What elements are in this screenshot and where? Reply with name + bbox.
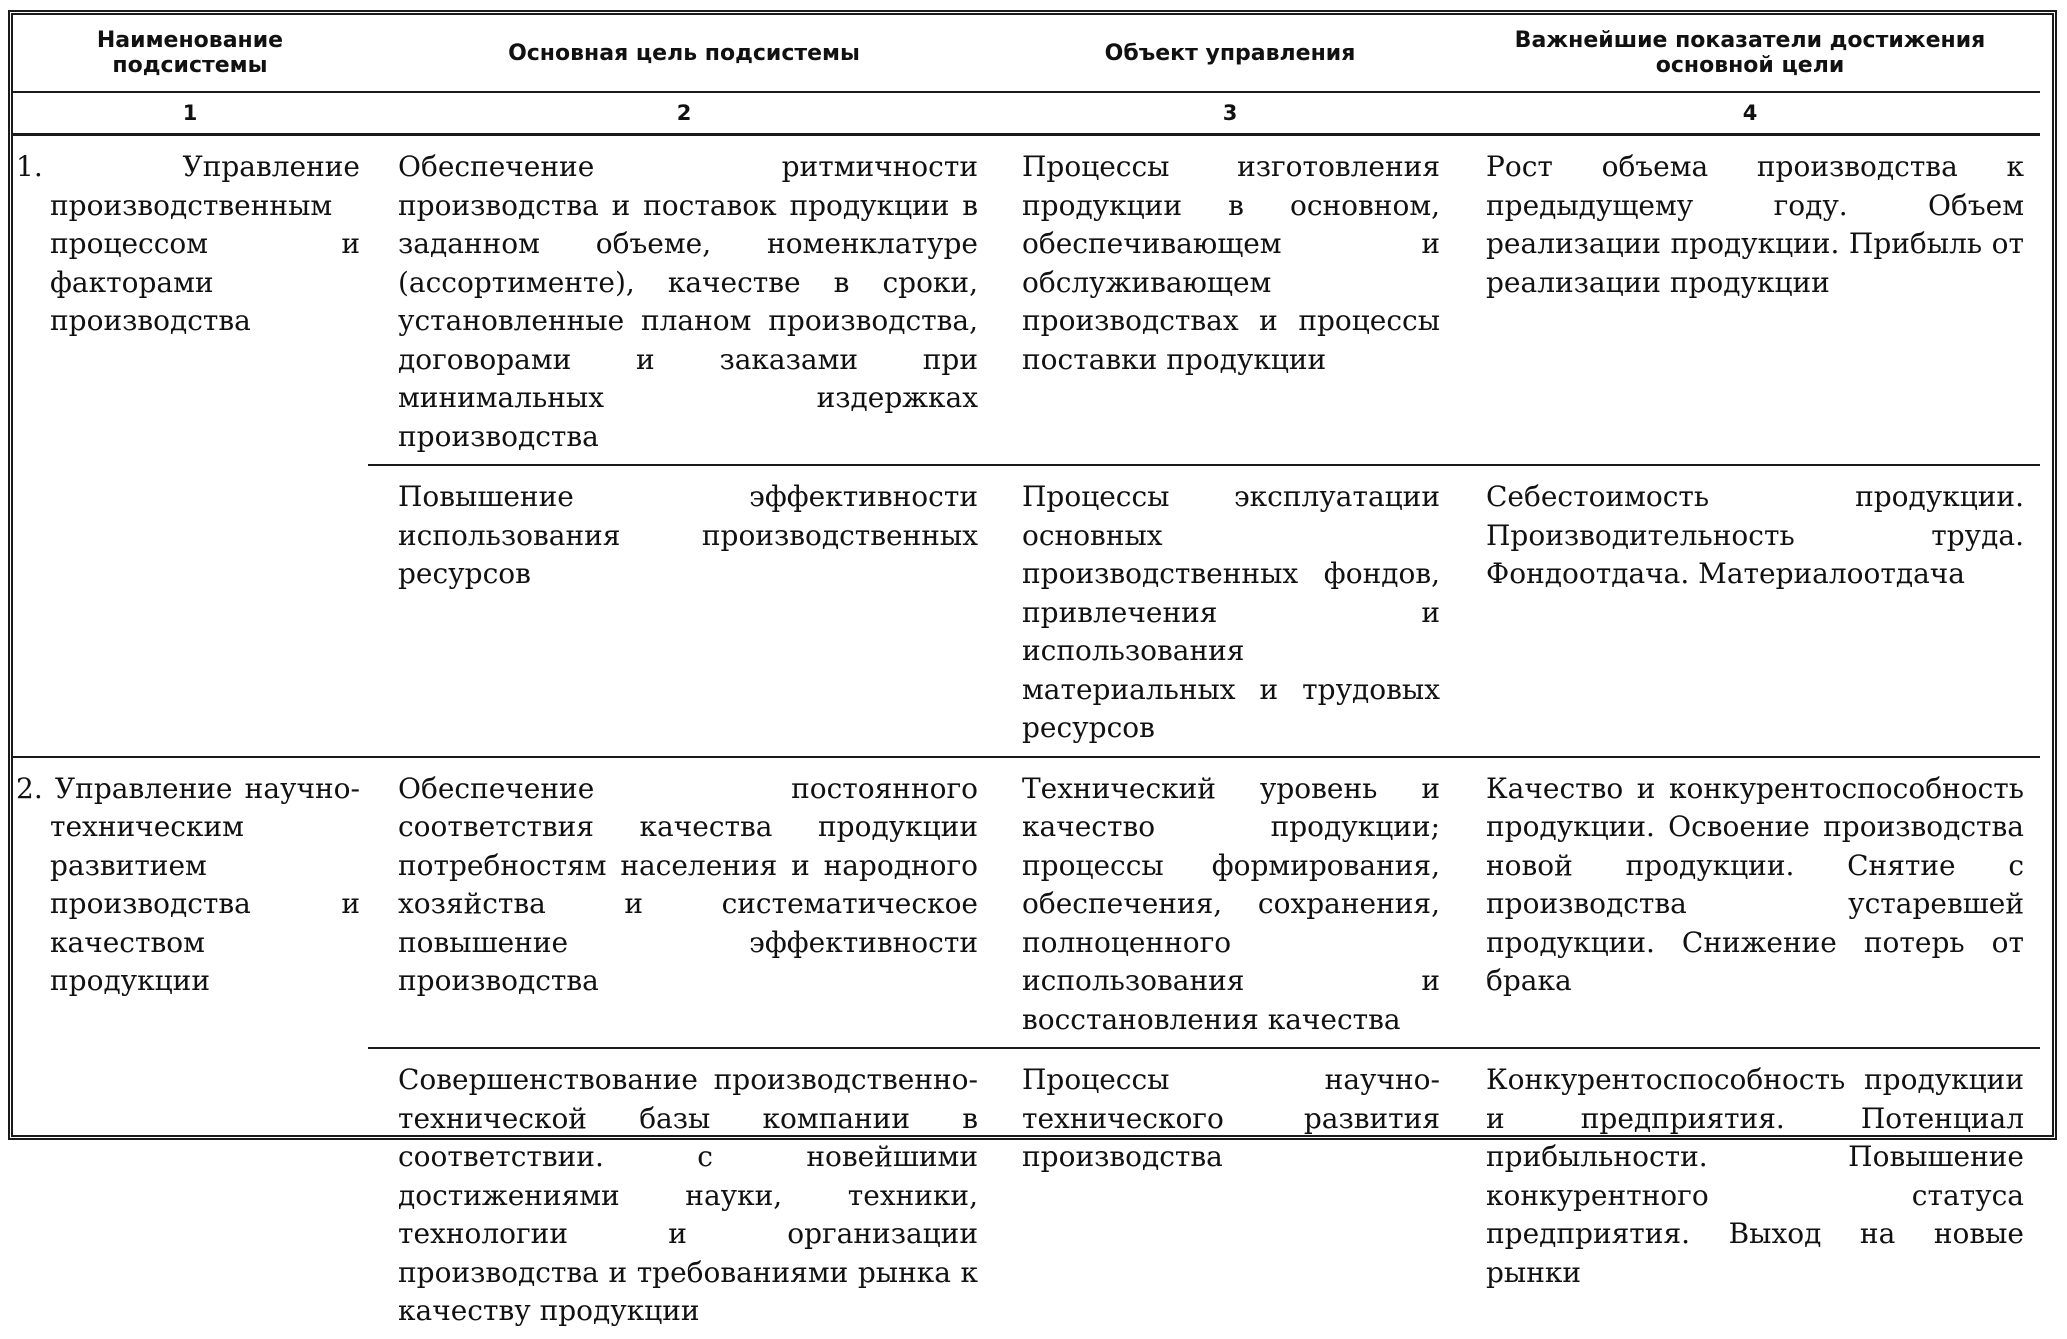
subsystem-name-cell: 2. Управление научно-техническим развитием производства и качеством продукции bbox=[12, 757, 368, 1339]
control-object-cell: Процессы эксплуатации основных производственных фондов, привлечения и использования материальных и трудовых ресурсов bbox=[1000, 465, 1460, 757]
table-row bbox=[12, 757, 2040, 1049]
subsystems-table bbox=[12, 15, 2040, 1339]
goal-cell: Обеспечение постоянного соответствия качества продукции потребностям населения и народного хозяйства и систематическое повышение эффективности производства bbox=[368, 757, 1000, 1049]
table-row bbox=[12, 135, 2040, 466]
control-object-cell: Процессы научно-технического развития производства bbox=[1000, 1048, 1460, 1339]
goal-cell: Обеспечение ритмичности производства и поставок продукции в заданном объеме, номенклатуре (ассортименте), качестве в сроки, установленные планом производства, договорами и заказами при минимальных издержках производства bbox=[398, 150, 978, 453]
control-object-cell: Процессы изготовления продукции в основном, обеспечивающем и обслуживающем производствах и процессы поставки продукции bbox=[1022, 150, 1440, 376]
goal-cell: Повышение эффективности использования производственных ресурсов bbox=[368, 465, 1000, 757]
subsystem-name-cell: 1. Управление производственным процессом и факторами производства bbox=[16, 150, 360, 337]
header-subsystem-name: Наименование подсистемы bbox=[12, 15, 368, 92]
indicators-cell: Качество и конкурентоспособность продукции. Освоение производства новой продукции. Снятие с производства устаревшей продукции. Снижение потерь от брака bbox=[1460, 757, 2040, 1049]
indicators-cell: Рост объема производства к предыдущему году. Объем реализации продукции. Прибыль от реализации продукции bbox=[1486, 150, 2024, 299]
header-key-indicators: Важнейшие показатели достижения основной цели bbox=[1460, 15, 2040, 92]
header-control-object: Объект управления bbox=[1000, 15, 1460, 92]
column-number-row bbox=[12, 92, 2040, 135]
column-number: 1 bbox=[12, 92, 368, 135]
indicators-cell: Конкурентоспособность продукции и предприятия. Потенциал прибыльности. Повышение конкурентного статуса предприятия. Выход на новые рынки bbox=[1460, 1048, 2040, 1339]
column-number: 3 bbox=[1000, 92, 1460, 135]
column-number: 2 bbox=[368, 92, 1000, 135]
goal-cell: Совершенствование производственно-технической базы компании в соответствии. с новейшими достижениями науки, техники, технологии и организации производства и требованиями рынка к качеству продукции bbox=[368, 1048, 1000, 1339]
indicators-cell: Себестоимость продукции. Производительность труда. Фондоотдача. Материалоотдача bbox=[1460, 465, 2040, 757]
header-main-goal: Основная цель подсистемы bbox=[368, 15, 1000, 92]
column-number: 4 bbox=[1460, 92, 2040, 135]
control-object-cell: Технический уровень и качество продукции; процессы формирования, обеспечения, сохранения, полноценного использования и восстановления качества bbox=[1000, 757, 1460, 1049]
header-row bbox=[12, 15, 2040, 92]
